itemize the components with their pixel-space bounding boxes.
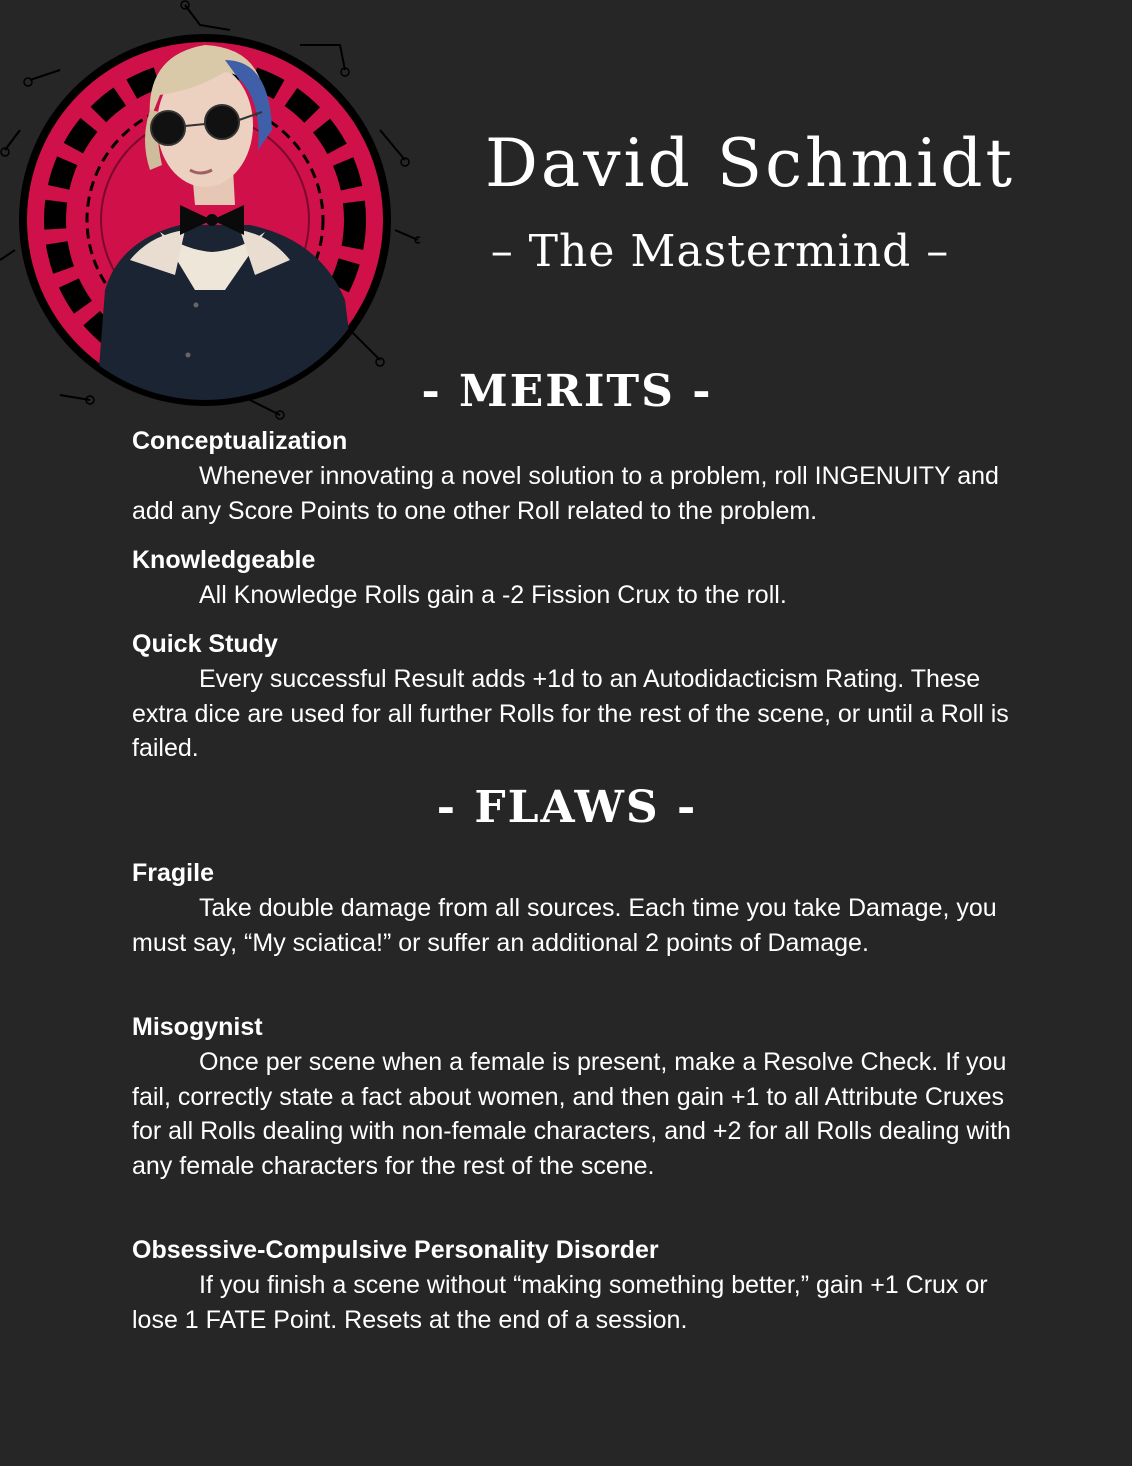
merit-title: Quick Study: [132, 630, 278, 658]
flaw-description: If you finish a scene without “making something better,” gain +1 Crux or lose 1 FATE Point. Resets at the end of a session.: [132, 1271, 988, 1334]
merit-conceptualization: [132, 425, 1012, 528]
character-name: David Schmidt: [484, 125, 1016, 202]
merit-title: Knowledgeable: [132, 546, 316, 574]
flaw-title: Fragile: [132, 859, 214, 887]
merit-quick-study: [132, 628, 1012, 766]
flaw-title: Misogynist: [132, 1013, 263, 1041]
merits-heading: - MERITS -: [421, 366, 713, 417]
merit-description: All Knowledge Rolls gain a -2 Fission Crux to the roll.: [199, 581, 787, 609]
flaw-misogynist: [132, 1011, 1012, 1183]
flaw-description: Once per scene when a female is present, make a Resolve Check. If you fail, correctly state a fact about women, and then gain +1 to all Attribute Cruxes for all Rolls dealing with non-female characters, and +2 for all Rolls dealing with any female characters for the rest of the scene.: [132, 1048, 1011, 1180]
character-portrait: [0, 0, 420, 420]
character-archetype: – The Mastermind –: [490, 226, 950, 277]
flaw-ocpd: [132, 1234, 1012, 1337]
merit-description: Every successful Result adds +1d to an Autodidacticism Rating. These extra dice are used for all further Rolls for the rest of the scene, or until a Roll is failed.: [132, 665, 1009, 762]
flaw-title: Obsessive-Compulsive Personality Disorder: [132, 1236, 659, 1264]
merit-knowledgeable: [132, 544, 1012, 613]
flaws-heading: - FLAWS -: [436, 782, 698, 833]
flaw-description: Take double damage from all sources. Each time you take Damage, you must say, “My sciatica!” or suffer an additional 2 points of Damage.: [132, 894, 997, 957]
merit-description: Whenever innovating a novel solution to a problem, roll INGENUITY and add any Score Points to one other Roll related to the problem.: [132, 462, 999, 525]
merit-title: Conceptualization: [132, 427, 348, 455]
flaw-fragile: [132, 857, 1012, 960]
